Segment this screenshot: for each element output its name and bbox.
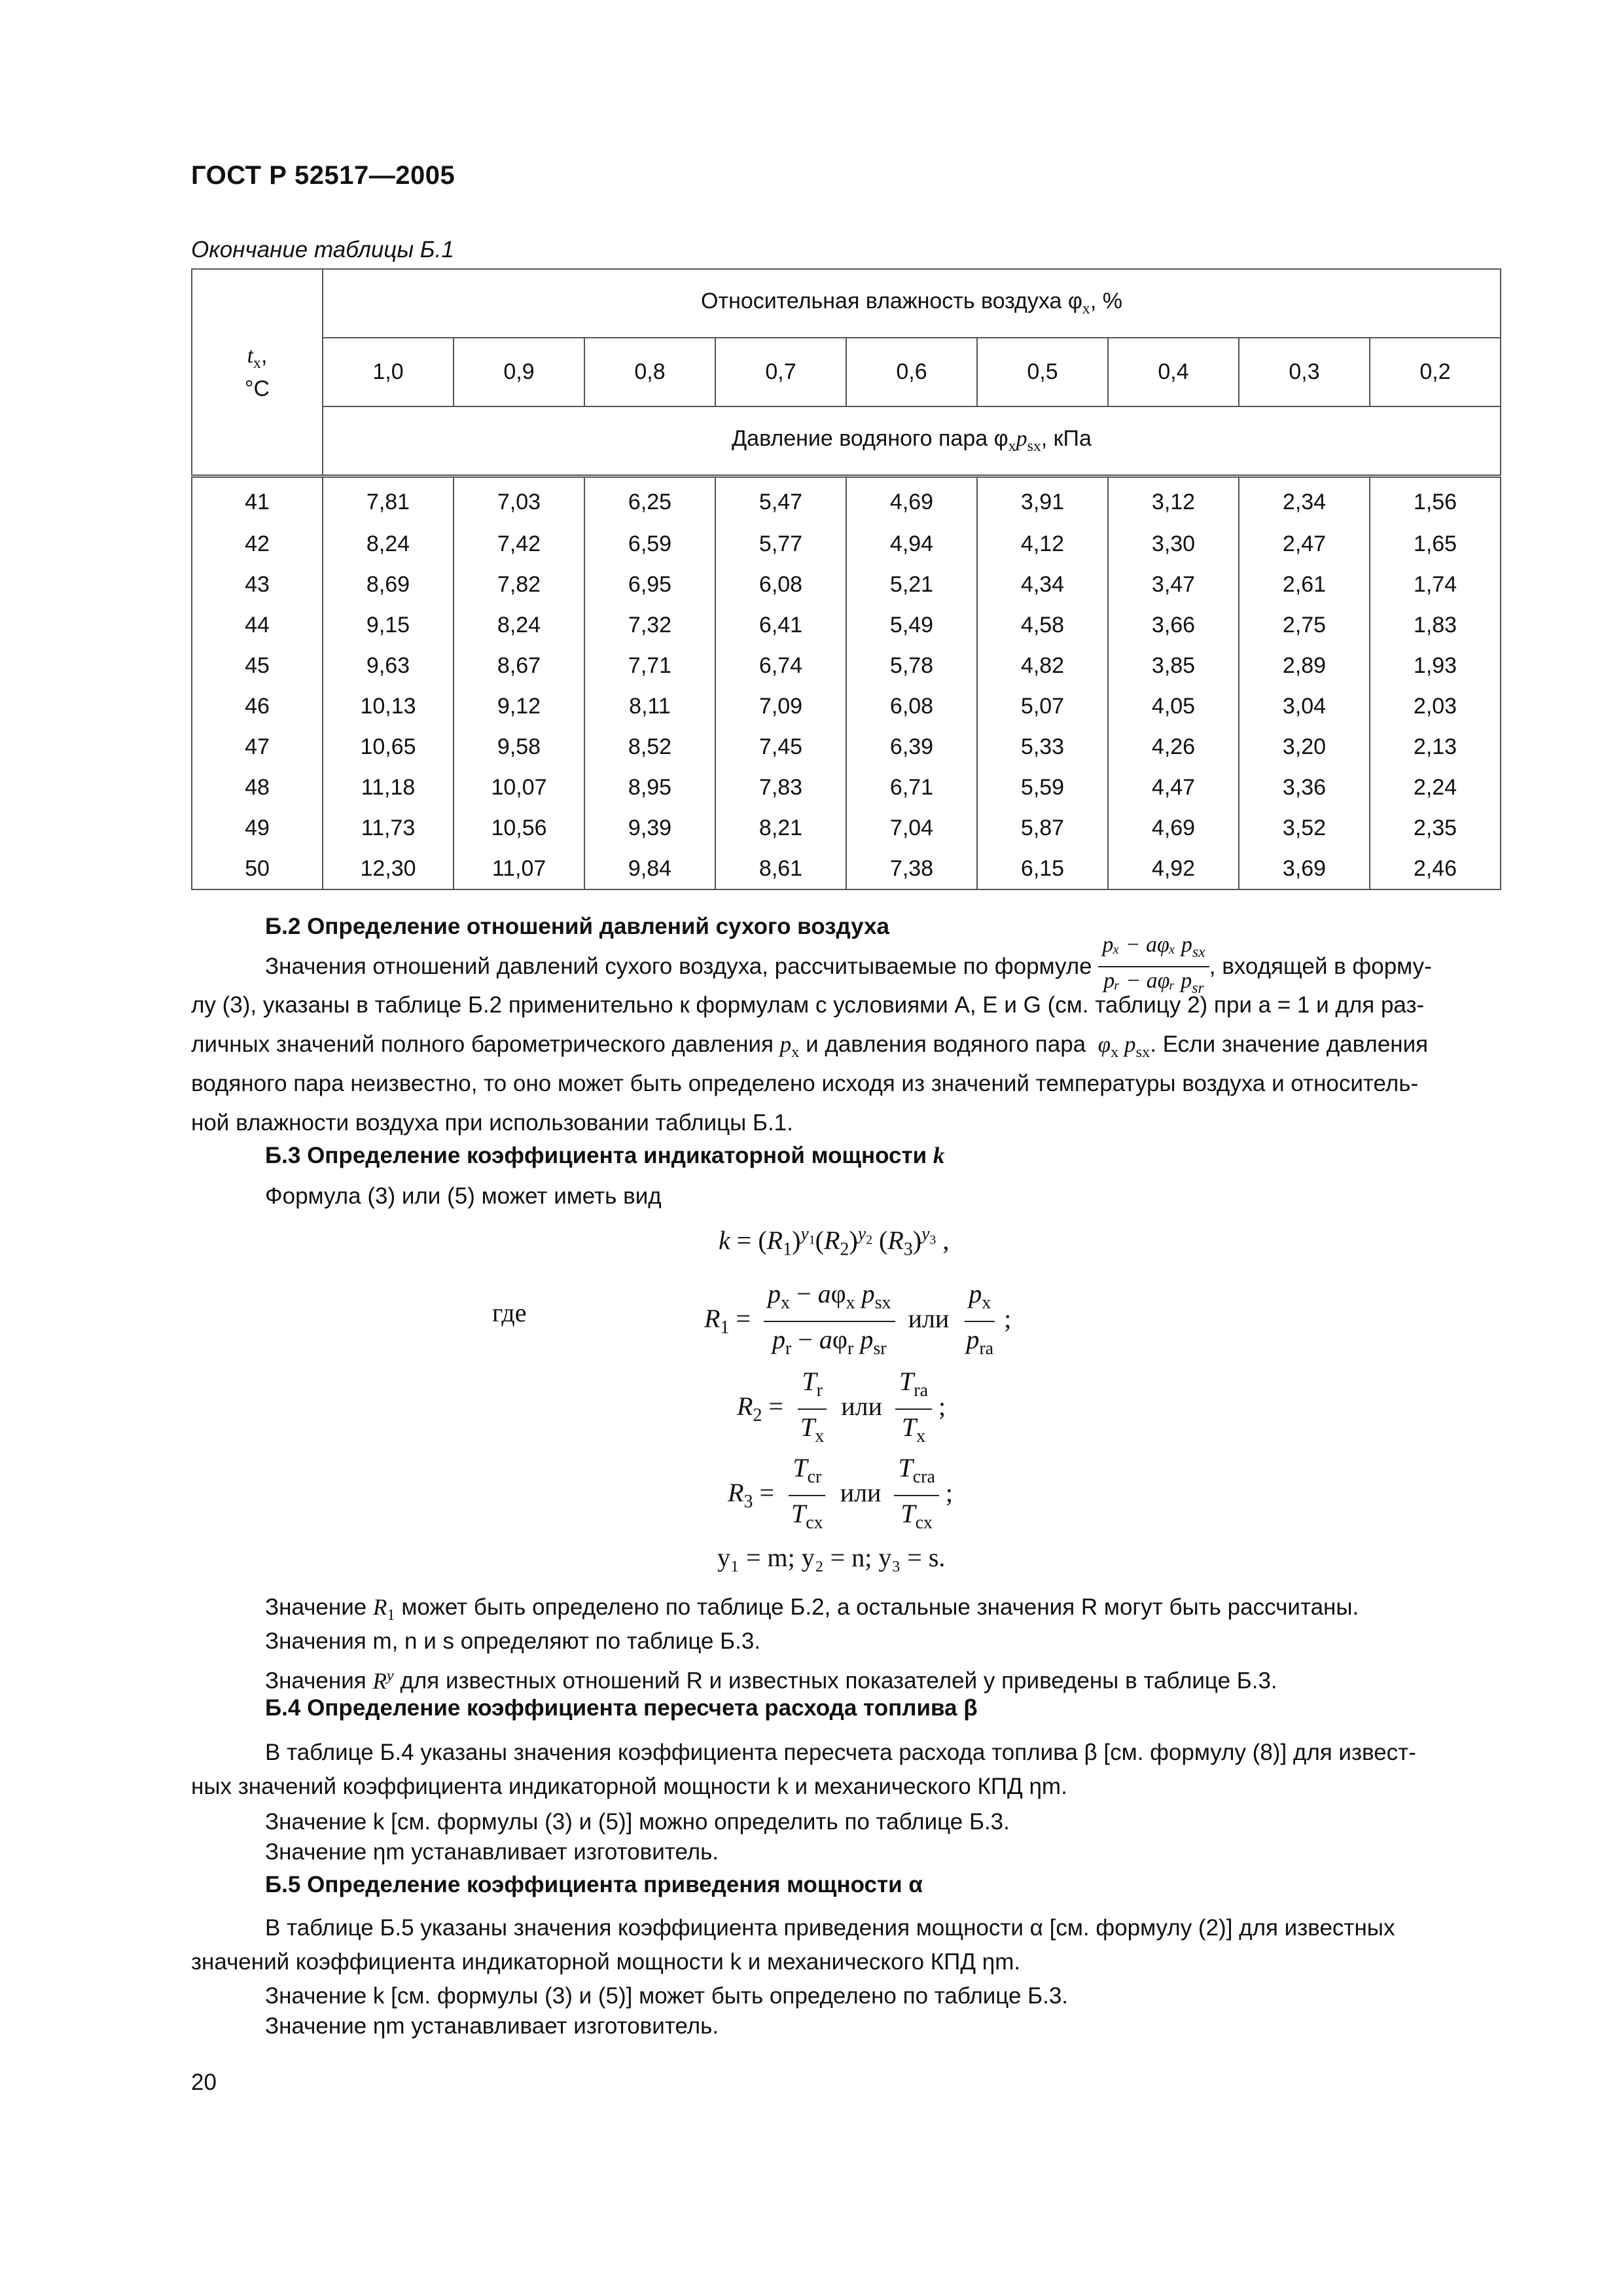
pressure-cell: 4,92: [1108, 848, 1239, 889]
pressure-cell: 4,69: [846, 476, 977, 524]
pressure-cell: 7,03: [454, 476, 584, 524]
pressure-cell: 5,21: [846, 564, 977, 605]
column-header: 0,8: [584, 338, 715, 406]
temperature-cell: 41: [192, 476, 323, 524]
pressure-cell: 9,84: [584, 848, 715, 889]
pressure-cell: 8,69: [323, 564, 454, 605]
column-header: 0,7: [715, 338, 846, 406]
pressure-cell: 7,04: [846, 808, 977, 848]
pressure-cell: 2,89: [1239, 645, 1370, 686]
pressure-cell: 4,12: [977, 524, 1108, 564]
temperature-cell: 49: [192, 808, 323, 848]
pressure-cell: 7,81: [323, 476, 454, 524]
document-header: ГОСТ Р 52517—2005: [191, 161, 455, 190]
section-b5-line1: В таблице Б.5 указаны значения коэффициента приведения мощности α [см. формулу (2)] для известных: [265, 1915, 1395, 1941]
column-header: 0,5: [977, 338, 1108, 406]
column-header: 0,2: [1370, 338, 1501, 406]
pressure-cell: 9,12: [454, 686, 584, 726]
pressure-cell: 8,24: [323, 524, 454, 564]
pressure-cell: 4,26: [1108, 726, 1239, 767]
pressure-cell: 6,15: [977, 848, 1108, 889]
pressure-cell: 2,13: [1370, 726, 1501, 767]
temperature-cell: 48: [192, 767, 323, 808]
table-row: [192, 808, 1501, 848]
pressure-cell: 6,59: [584, 524, 715, 564]
section-b3-note1: Значение $R_1$ может быть определено по таблице Б.2, а остальные значения R могут быть рассчитаны.: [265, 1594, 1359, 1624]
section-b4-line3: Значение k [см. формулы (3) и (5)] можно определить по таблице Б.3.: [265, 1809, 1010, 1835]
pressure-cell: 5,49: [846, 605, 977, 645]
table-caption: Окончание таблицы Б.1: [191, 237, 454, 262]
pressure-cell: 8,24: [454, 605, 584, 645]
pressure-cell: 11,73: [323, 808, 454, 848]
pressure-header: Давление водяного пара $\varphi_xp_{sx}$, кПа: [323, 406, 1501, 476]
pressure-cell: 4,05: [1108, 686, 1239, 726]
table-row: [192, 726, 1501, 767]
pressure-cell: 7,83: [715, 767, 846, 808]
pressure-cell: 6,41: [715, 605, 846, 645]
pressure-cell: 6,71: [846, 767, 977, 808]
pressure-cell: 2,24: [1370, 767, 1501, 808]
humidity-pressure-table: [191, 268, 1501, 890]
pressure-cell: 11,18: [323, 767, 454, 808]
pressure-cell: 7,45: [715, 726, 846, 767]
column-header: 0,3: [1239, 338, 1370, 406]
section-b3-intro: Формула (3) или (5) может иметь вид: [265, 1183, 662, 1209]
column-header: 0,6: [846, 338, 977, 406]
section-b2-line1: Значения отношений давлений сухого воздуха, рассчитываемые по формуле $\frac{p_x - a\varphi_x p_{sx}}{pᵣ - a\varphi ᵣ p_{sr}}$ , входящей в форму-: [265, 933, 1432, 1003]
page-number: 20: [191, 2070, 217, 2095]
pressure-cell: 2,47: [1239, 524, 1370, 564]
pressure-cell: 4,69: [1108, 808, 1239, 848]
pressure-cell: 4,94: [846, 524, 977, 564]
pressure-cell: 10,65: [323, 726, 454, 767]
pressure-cell: 6,95: [584, 564, 715, 605]
formula-r3: $R_3$ = $\frac{T_{cr}}{T_{cx}}$ или $\frac{T_{cra}}{T_{cx}}$ ;: [728, 1453, 954, 1533]
temperature-cell: 46: [192, 686, 323, 726]
pressure-cell: 3,52: [1239, 808, 1370, 848]
pressure-cell: 11,07: [454, 848, 584, 889]
pressure-cell: 8,95: [584, 767, 715, 808]
formula-r2: $R_2$ = $\frac{T_r}{T_x}$ или $\frac{T_{ra}}{T_x}$ ;: [737, 1367, 946, 1446]
section-b5-line3: Значение k [см. формулы (3) и (5)] может быть определено по таблице Б.3.: [265, 1983, 1069, 2009]
section-b2-line4: водяного пара неизвестно, то оно может быть определено исходя из значений температуры воздуха и относитель-: [191, 1071, 1419, 1096]
pressure-cell: 3,36: [1239, 767, 1370, 808]
section-b2-line5: ной влажности воздуха при использовании таблицы Б.1.: [191, 1110, 793, 1136]
temperature-cell: 43: [192, 564, 323, 605]
column-header: 0,4: [1108, 338, 1239, 406]
table-row: [192, 564, 1501, 605]
section-b4-line4: Значение ηm устанавливает изготовитель.: [265, 1839, 719, 1865]
section-b3-note2: Значения m, n и s определяют по таблице Б.3.: [265, 1628, 761, 1654]
section-b2-heading: Б.2 Определение отношений давлений сухого воздуха: [265, 914, 890, 939]
pressure-cell: 8,61: [715, 848, 846, 889]
pressure-cell: 4,47: [1108, 767, 1239, 808]
pressure-cell: 12,30: [323, 848, 454, 889]
pressure-cell: 5,59: [977, 767, 1108, 808]
column-header: 1,0: [323, 338, 454, 406]
section-b4-line2: ных значений коэффициента индикаторной мощности k и механического КПД ηm.: [191, 1774, 1067, 1799]
pressure-cell: 9,15: [323, 605, 454, 645]
table-row: [192, 848, 1501, 889]
pressure-cell: 7,82: [454, 564, 584, 605]
temperature-cell: 42: [192, 524, 323, 564]
pressure-cell: 1,65: [1370, 524, 1501, 564]
table-row: [192, 605, 1501, 645]
pressure-cell: 7,71: [584, 645, 715, 686]
pressure-cell: 8,21: [715, 808, 846, 848]
pressure-cell: 1,74: [1370, 564, 1501, 605]
table-row: [192, 524, 1501, 564]
pressure-cell: 5,47: [715, 476, 846, 524]
pressure-cell: 3,69: [1239, 848, 1370, 889]
pressure-cell: 6,25: [584, 476, 715, 524]
table-row: [192, 767, 1501, 808]
humidity-header: Относительная влажность воздуха $\varphi_x$, %: [323, 269, 1501, 338]
pressure-cell: 6,08: [846, 686, 977, 726]
pressure-cell: 3,04: [1239, 686, 1370, 726]
table-row: [192, 686, 1501, 726]
pressure-cell: 8,67: [454, 645, 584, 686]
pressure-cell: 1,56: [1370, 476, 1501, 524]
formula-r1: $R_1$ = $\frac{p_x - a\varphi_x p_{sx}}{p_r - a\varphi_r p_{sr}}$ или $\frac{p_x}{p_{ra}}$ ;: [704, 1279, 1012, 1359]
pressure-cell: 4,34: [977, 564, 1108, 605]
table-row: [192, 476, 1501, 524]
pressure-cell: 5,87: [977, 808, 1108, 848]
pressure-cell: 9,63: [323, 645, 454, 686]
temperature-cell: 47: [192, 726, 323, 767]
pressure-cell: 10,07: [454, 767, 584, 808]
section-b5-line2: значений коэффициента индикаторной мощности k и механического КПД ηm.: [191, 1949, 1021, 1975]
section-b4-heading: Б.4 Определение коэффициента пересчета расхода топлива β: [265, 1695, 978, 1721]
temperature-cell: 45: [192, 645, 323, 686]
pressure-cell: 2,75: [1239, 605, 1370, 645]
pressure-cell: 1,93: [1370, 645, 1501, 686]
pressure-cell: 7,32: [584, 605, 715, 645]
formula-k: $k = (R_1)^{y_1}(R_2)^{y_2}$ $(R_3)^{y_3}$ ,: [719, 1224, 950, 1260]
temperature-cell: 44: [192, 605, 323, 645]
pressure-cell: 8,52: [584, 726, 715, 767]
pressure-cell: 3,66: [1108, 605, 1239, 645]
pressure-cell: 1,83: [1370, 605, 1501, 645]
pressure-cell: 5,78: [846, 645, 977, 686]
pressure-cell: 2,61: [1239, 564, 1370, 605]
temperature-cell: 50: [192, 848, 323, 889]
pressure-cell: 3,30: [1108, 524, 1239, 564]
pressure-cell: 2,35: [1370, 808, 1501, 848]
section-b3-heading: Б.3 Определение коэффициента индикаторной мощности k: [265, 1143, 945, 1168]
pressure-cell: 10,13: [323, 686, 454, 726]
where-label: где: [492, 1298, 527, 1327]
pressure-cell: 3,91: [977, 476, 1108, 524]
pressure-cell: 2,03: [1370, 686, 1501, 726]
section-b2-line3: личных значений полного барометрического давления $p_x$ и давления водяного пара $\varphi_x$ $p_{sx}$. Если значение давления: [191, 1031, 1429, 1061]
pressure-cell: 9,39: [584, 808, 715, 848]
pressure-cell: 5,33: [977, 726, 1108, 767]
pressure-cell: 4,82: [977, 645, 1108, 686]
pressure-cell: 7,42: [454, 524, 584, 564]
pressure-cell: 3,20: [1239, 726, 1370, 767]
pressure-cell: 7,09: [715, 686, 846, 726]
section-b4-line1: В таблице Б.4 указаны значения коэффициента пересчета расхода топлива β [см. формулу (8)] для извест-: [265, 1740, 1416, 1765]
table-row: [192, 645, 1501, 686]
pressure-cell: 5,07: [977, 686, 1108, 726]
pressure-cell: 3,47: [1108, 564, 1239, 605]
formula-y: y₁ = m; y₂ = n; y₃ = s.: [717, 1543, 946, 1572]
pressure-cell: 3,12: [1108, 476, 1239, 524]
pressure-cell: 2,34: [1239, 476, 1370, 524]
pressure-cell: 5,77: [715, 524, 846, 564]
pressure-cell: 4,58: [977, 605, 1108, 645]
row-header-temperature: $t_x$, °C: [192, 269, 323, 476]
pressure-cell: 2,46: [1370, 848, 1501, 889]
section-b5-line4: Значение ηm устанавливает изготовитель.: [265, 2013, 719, 2039]
pressure-cell: 6,08: [715, 564, 846, 605]
pressure-cell: 10,56: [454, 808, 584, 848]
pressure-ratio-fraction: $\frac{p_x - a\varphi_x p_{sx}}{pᵣ - a\varphi ᵣ p_{sr}}$: [1098, 931, 1209, 1002]
pressure-cell: 9,58: [454, 726, 584, 767]
pressure-cell: 7,38: [846, 848, 977, 889]
section-b2-line2: лу (3), указаны в таблице Б.2 применительно к формулам с условиями A, E и G (см. таблицу 2) при a = 1 и для раз-: [191, 992, 1425, 1018]
section-b3-note3: Значения $R^y$ для известных отношений R и известных показателей y приведены в таблице Б.3.: [265, 1666, 1277, 1694]
section-b5-heading: Б.5 Определение коэффициента приведения мощности α: [265, 1872, 923, 1897]
column-header: 0,9: [454, 338, 584, 406]
pressure-cell: 8,11: [584, 686, 715, 726]
pressure-cell: 6,74: [715, 645, 846, 686]
pressure-cell: 6,39: [846, 726, 977, 767]
pressure-cell: 3,85: [1108, 645, 1239, 686]
